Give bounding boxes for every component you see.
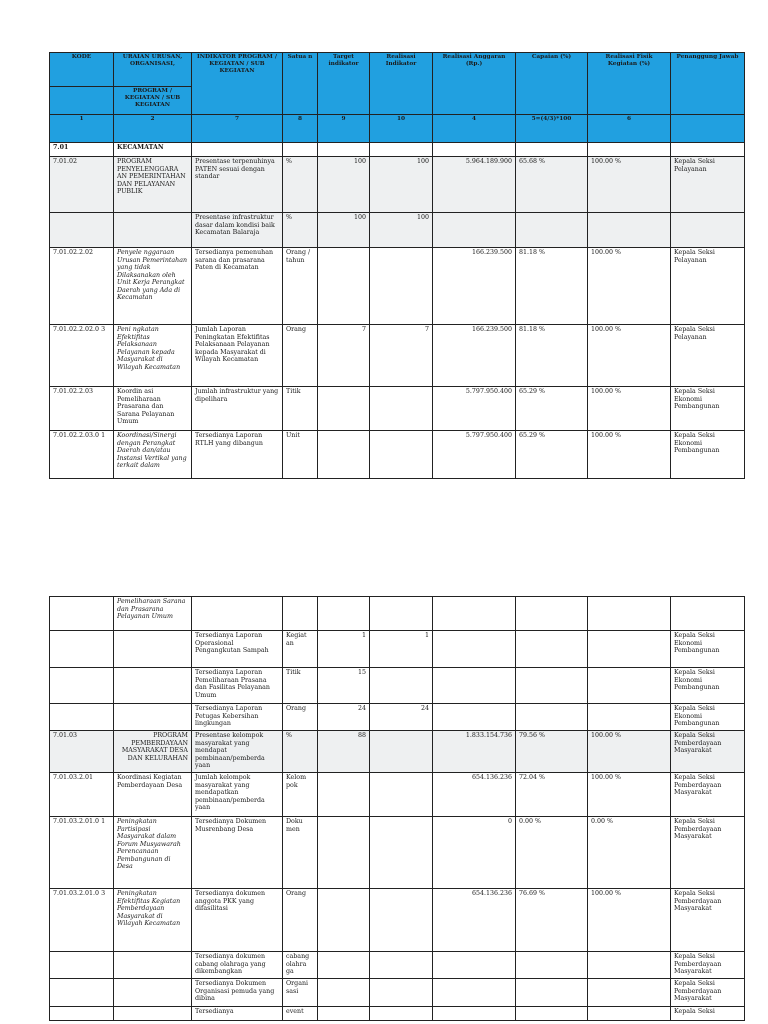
cell-anggaran: 654.136.236 (433, 889, 516, 952)
cell-realisasi: 100 (370, 157, 433, 213)
cell-satuan: Kegiat an (283, 631, 318, 668)
cell-fisik: 0.00 % (588, 817, 671, 889)
cell-kode: 7.01.03 (50, 731, 114, 773)
cell-satuan (283, 143, 318, 157)
cell-kode (50, 704, 114, 731)
cell-penanggung-jawab: Kepala Seksi Ekonomi Pembangunan (671, 668, 745, 704)
cell-capaian (516, 704, 588, 731)
cell-realisasi (370, 1007, 433, 1021)
header-num-8: 8 (283, 115, 318, 143)
cell-realisasi (370, 952, 433, 979)
cell-realisasi (370, 143, 433, 157)
cell-uraian (114, 952, 192, 979)
cell-fisik: 100.00 % (588, 431, 671, 479)
cell-uraian: KECAMATAN (114, 143, 192, 157)
cell-target (318, 952, 370, 979)
cell-indikator: Jumlah infrastruktur yang dipelihara (192, 387, 283, 431)
cell-kode: 7.01.03.2.01.0 3 (50, 889, 114, 952)
cell-fisik (588, 979, 671, 1007)
header-num-2: 2 (114, 115, 192, 143)
cell-anggaran (433, 597, 516, 631)
table-row (50, 731, 745, 773)
cell-kode: 7.01.03.2.01.0 1 (50, 817, 114, 889)
cell-uraian (114, 631, 192, 668)
cell-penanggung-jawab: Kepala Seksi Ekonomi Pembangunan (671, 704, 745, 731)
cell-penanggung-jawab: Kepala Seksi Pelayanan (671, 248, 745, 325)
cell-fisik (588, 213, 671, 248)
header-kode: KODE (50, 53, 114, 87)
cell-indikator: Tersedianya Laporan Operasional Pengangkutan Sampah (192, 631, 283, 668)
cell-kode (50, 668, 114, 704)
cell-penanggung-jawab: Kepala Seksi Pemberdayaan Masyarakat (671, 817, 745, 889)
header-realisasi-anggaran: Realisasi Anggaran (Rp.) (433, 53, 516, 115)
cell-indikator: Tersedianya Laporan RTLH yang dibangun (192, 431, 283, 479)
cell-capaian: 65.29 % (516, 431, 588, 479)
cell-fisik (588, 597, 671, 631)
cell-capaian: 65.68 % (516, 157, 588, 213)
cell-target: 1 (318, 631, 370, 668)
cell-satuan: Organi sasi (283, 979, 318, 1007)
cell-capaian: 65.29 % (516, 387, 588, 431)
cell-realisasi (370, 731, 433, 773)
cell-satuan: % (283, 213, 318, 248)
table-row (50, 773, 745, 817)
cell-satuan: Kelom pok (283, 773, 318, 817)
cell-capaian: 79.56 % (516, 731, 588, 773)
cell-uraian: Penyele nggaraan Urusan Pemerintahan yang tidak Dilaksanakan oleh Unit Kerja Perangkat Daerah yang Ada di Kecamatan (114, 248, 192, 325)
cell-fisik: 100.00 % (588, 387, 671, 431)
cell-capaian: 81.18 % (516, 248, 588, 325)
table-row (50, 1007, 745, 1021)
cell-satuan: Unit (283, 431, 318, 479)
cell-anggaran: 5.797.950.400 (433, 387, 516, 431)
table-row (50, 979, 745, 1007)
cell-fisik: 100.00 % (588, 325, 671, 387)
header-satuan: Satua n (283, 53, 318, 115)
cell-target (318, 1007, 370, 1021)
cell-anggaran: 166.239.500 (433, 248, 516, 325)
cell-indikator: Tersedianya Laporan Pemeliharaan Prasana dan Fasilitas Pelayanan Umum (192, 668, 283, 704)
cell-penanggung-jawab: Kepala Seksi Pemberdayaan Masyarakat (671, 979, 745, 1007)
cell-indikator: Tersedianya Laporan Petugas Kebersihan lingkungan (192, 704, 283, 731)
cell-kode: 7.01.02.2.02 (50, 248, 114, 325)
header-num-4: 4 (433, 115, 516, 143)
cell-realisasi (370, 668, 433, 704)
cell-uraian (114, 213, 192, 248)
header-num-5: 5=(4/3)*100 (516, 115, 588, 143)
header-target: Target indikator (318, 53, 370, 115)
cell-uraian: Koordin asi Pemeliharaan Prasarana dan Sarana Pelayanan Umum (114, 387, 192, 431)
cell-uraian (114, 1007, 192, 1021)
cell-target: 100 (318, 213, 370, 248)
cell-capaian: 81.18 % (516, 325, 588, 387)
cell-penanggung-jawab: Kepala Seksi Pemberdayaan Masyarakat (671, 889, 745, 952)
table-row (50, 631, 745, 668)
table-row (50, 668, 745, 704)
cell-satuan: Orang (283, 889, 318, 952)
cell-realisasi (370, 431, 433, 479)
cell-satuan (283, 597, 318, 631)
cell-realisasi: 24 (370, 704, 433, 731)
table-row (50, 143, 745, 157)
cell-satuan: event (283, 1007, 318, 1021)
cell-indikator: Tersedianya (192, 1007, 283, 1021)
cell-fisik: 100.00 % (588, 731, 671, 773)
cell-anggaran (433, 213, 516, 248)
cell-uraian: Peningkatan Partisipasi Masyarakat dalam Forum Musyawarah Perencanaan Pembangunan di Desa (114, 817, 192, 889)
table-row (50, 248, 745, 325)
cell-target (318, 817, 370, 889)
cell-anggaran (433, 1007, 516, 1021)
cell-satuan: % (283, 157, 318, 213)
header-num-10: 10 (370, 115, 433, 143)
cell-penanggung-jawab (671, 213, 745, 248)
cell-indikator: Tersedianya dokumen anggota PKK yang difasilitasi (192, 889, 283, 952)
cell-target: 24 (318, 704, 370, 731)
cell-penanggung-jawab: Kepala Seksi Pemberdayaan Masyarakat (671, 773, 745, 817)
cell-indikator: Presentase terpenuhinya PATEN sesuai dengan standar (192, 157, 283, 213)
cell-capaian (516, 952, 588, 979)
cell-realisasi: 1 (370, 631, 433, 668)
cell-indikator (192, 143, 283, 157)
cell-uraian (114, 979, 192, 1007)
cell-uraian: Peningkatan Efektifitas Kegiatan Pemberdayaan Masyarakat di Wilayah Kecamatan (114, 889, 192, 952)
cell-realisasi: 7 (370, 325, 433, 387)
cell-satuan: Orang (283, 704, 318, 731)
cell-realisasi (370, 387, 433, 431)
cell-kode: 7.01.02.2.03.0 1 (50, 431, 114, 479)
header-realisasi: Realisasi Indikator (370, 53, 433, 115)
cell-anggaran: 1.833.154.736 (433, 731, 516, 773)
cell-penanggung-jawab: Kepala Seksi (671, 1007, 745, 1021)
header-empty (50, 87, 114, 115)
cell-anggaran (433, 979, 516, 1007)
cell-realisasi (370, 889, 433, 952)
cell-indikator: Jumlah kelompok masyarakat yang mendapatkan pembinaan/pemberda yaan (192, 773, 283, 817)
cell-satuan: Orang (283, 325, 318, 387)
cell-satuan: Doku men (283, 817, 318, 889)
header-num-1: 1 (50, 115, 114, 143)
cell-target (318, 597, 370, 631)
cell-capaian (516, 213, 588, 248)
cell-satuan: cabang olahra ga (283, 952, 318, 979)
cell-kode: 7.01.02 (50, 157, 114, 213)
cell-indikator: Jumlah Laporan Peningkatan Efektifitas Pelaksanaan Pelayanan kepada Masyarakat di Wilayah Kecamatan (192, 325, 283, 387)
cell-anggaran: 5.964.189.900 (433, 157, 516, 213)
table-row (50, 213, 745, 248)
cell-target: 88 (318, 731, 370, 773)
cell-realisasi (370, 597, 433, 631)
cell-anggaran (433, 668, 516, 704)
cell-target (318, 979, 370, 1007)
cell-indikator: Presentase infrastruktur dasar dalam kondisi baik Kecamatan Balaraja (192, 213, 283, 248)
cell-capaian (516, 631, 588, 668)
cell-penanggung-jawab: Kepala Seksi Ekonomi Pembangunan (671, 387, 745, 431)
header-penanggung-jawab: Penanggung Jawab (671, 53, 745, 115)
cell-penanggung-jawab: Kepala Seksi Pelayanan (671, 157, 745, 213)
cell-uraian: PROGRAM PEMBERDAYAAN MASYARAKAT DESA DAN KELURAHAN (114, 731, 192, 773)
table-row (50, 952, 745, 979)
cell-uraian: PROGRAM PENYELENGGARA AN PEMERINTAHAN DAN PELAYANAN PUBLIK (114, 157, 192, 213)
cell-indikator: Tersedianya Dokumen Musrenbang Desa (192, 817, 283, 889)
header-indikator: INDIKATOR PROGRAM / KEGIATAN / SUB KEGIATAN (192, 53, 283, 115)
cell-penanggung-jawab: Kepala Seksi Ekonomi Pembangunan (671, 431, 745, 479)
table-row (50, 431, 745, 479)
cell-indikator: Tersedianya Dokumen Organisasi pemuda yang dibina (192, 979, 283, 1007)
cell-capaian: 72.04 % (516, 773, 588, 817)
cell-indikator: Presentase kelompok masyarakat yang mendapat pembinaan/pemberda yaan (192, 731, 283, 773)
cell-realisasi (370, 979, 433, 1007)
cell-capaian (516, 143, 588, 157)
cell-indikator: Tersedianya pemenuhan sarana dan prasarana Paten di Kecamatan (192, 248, 283, 325)
cell-penanggung-jawab: Kepala Seksi Ekonomi Pembangunan (671, 631, 745, 668)
cell-uraian: Koordinasi/Sinergi dengan Perangkat Daerah dan/atau Instansi Vertikal yang terkait dalam (114, 431, 192, 479)
cell-uraian: Peni ngkatan Efektifitas Pelaksanaan Pelayanan kepada Masyarakat di Wilayah Kecamatan (114, 325, 192, 387)
cell-capaian (516, 597, 588, 631)
report-table-page-1 (49, 52, 745, 479)
cell-fisik: 100.00 % (588, 773, 671, 817)
cell-penanggung-jawab: Kepala Seksi Pemberdayaan Masyarakat (671, 731, 745, 773)
cell-kode (50, 213, 114, 248)
cell-target (318, 773, 370, 817)
cell-fisik (588, 952, 671, 979)
cell-fisik (588, 704, 671, 731)
cell-target (318, 431, 370, 479)
cell-realisasi (370, 817, 433, 889)
cell-satuan: Orang / tahun (283, 248, 318, 325)
header-uraian: URAIAN URUSAN, ORGANISASI, (114, 53, 192, 87)
cell-uraian: Pemeliharaan Sarana dan Prasarana Pelayanan Umum (114, 597, 192, 631)
cell-kode: 7.01.03.2.01 (50, 773, 114, 817)
cell-anggaran: 5.797.950.400 (433, 431, 516, 479)
header-capaian: Capaian (%) (516, 53, 588, 115)
header-num-7: 7 (192, 115, 283, 143)
cell-target: 15 (318, 668, 370, 704)
cell-fisik (588, 668, 671, 704)
cell-kode (50, 597, 114, 631)
cell-kode (50, 631, 114, 668)
cell-anggaran: 654.136.236 (433, 773, 516, 817)
cell-kode (50, 952, 114, 979)
table-row (50, 817, 745, 889)
cell-uraian: Koordinasi Kegiatan Pemberdayaan Desa (114, 773, 192, 817)
cell-fisik (588, 143, 671, 157)
cell-target (318, 143, 370, 157)
cell-fisik (588, 631, 671, 668)
header-number-row (50, 115, 745, 143)
cell-target (318, 387, 370, 431)
table-row (50, 387, 745, 431)
cell-anggaran: 166.239.500 (433, 325, 516, 387)
header-num-9: 9 (318, 115, 370, 143)
cell-kode: 7.01.02.2.02.0 3 (50, 325, 114, 387)
cell-target: 7 (318, 325, 370, 387)
cell-penanggung-jawab (671, 597, 745, 631)
cell-kode: 7.01.02.2.03 (50, 387, 114, 431)
header-num-6: 6 (588, 115, 671, 143)
cell-uraian (114, 668, 192, 704)
cell-anggaran (433, 143, 516, 157)
cell-fisik: 100.00 % (588, 157, 671, 213)
table-row (50, 597, 745, 631)
cell-realisasi: 100 (370, 213, 433, 248)
header-num-empty (671, 115, 745, 143)
cell-fisik (588, 1007, 671, 1021)
cell-penanggung-jawab (671, 143, 745, 157)
cell-satuan: Titik (283, 387, 318, 431)
cell-realisasi (370, 773, 433, 817)
cell-indikator: Tersedianya dokumen cabang olahraga yang dikembangkan (192, 952, 283, 979)
cell-uraian (114, 704, 192, 731)
cell-kode: 7.01 (50, 143, 114, 157)
header-realisasi-fisik: Realisasi Fisik Kegiatan (%) (588, 53, 671, 115)
cell-capaian: 0.00 % (516, 817, 588, 889)
cell-penanggung-jawab: Kepala Seksi Pelayanan (671, 325, 745, 387)
cell-anggaran (433, 704, 516, 731)
table-row (50, 157, 745, 213)
cell-capaian (516, 1007, 588, 1021)
cell-fisik: 100.00 % (588, 889, 671, 952)
cell-target (318, 248, 370, 325)
table-row (50, 325, 745, 387)
cell-anggaran: 0 (433, 817, 516, 889)
cell-capaian (516, 979, 588, 1007)
header-program-kegiatan: PROGRAM / KEGIATAN / SUB KEGIATAN (114, 87, 192, 115)
report-table-page-2 (49, 596, 745, 1021)
cell-fisik: 100.00 % (588, 248, 671, 325)
cell-capaian: 76.69 % (516, 889, 588, 952)
cell-satuan: Titik (283, 668, 318, 704)
cell-kode (50, 979, 114, 1007)
table-row (50, 889, 745, 952)
cell-capaian (516, 668, 588, 704)
cell-realisasi (370, 248, 433, 325)
cell-target: 100 (318, 157, 370, 213)
cell-satuan: % (283, 731, 318, 773)
cell-kode (50, 1007, 114, 1021)
cell-anggaran (433, 952, 516, 979)
cell-penanggung-jawab: Kepala Seksi Pemberdayaan Masyarakat (671, 952, 745, 979)
header-row-1 (50, 53, 745, 87)
cell-indikator (192, 597, 283, 631)
cell-anggaran (433, 631, 516, 668)
cell-target (318, 889, 370, 952)
table-row (50, 704, 745, 731)
